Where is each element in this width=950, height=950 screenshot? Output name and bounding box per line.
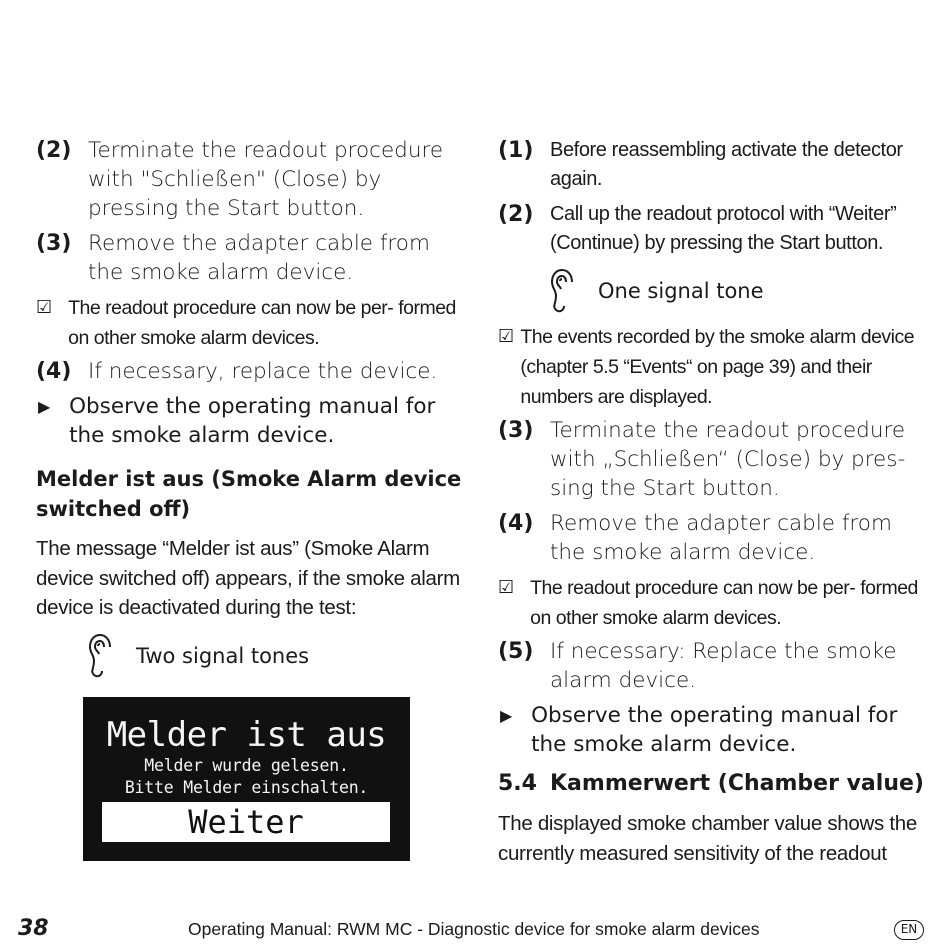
step-number: (2) bbox=[36, 138, 72, 163]
step-text: Remove the adapter cable from the smoke alarm device. bbox=[88, 231, 430, 285]
bullet-text: Observe the operating manual for the smoke alarm device. bbox=[69, 394, 436, 448]
signal-text: One signal tone bbox=[598, 279, 764, 303]
lcd-display bbox=[83, 697, 410, 861]
checkbox-icon: ☑ bbox=[36, 297, 53, 318]
section-heading bbox=[498, 769, 928, 799]
signal-indicator bbox=[88, 633, 466, 679]
ear-icon bbox=[550, 268, 578, 314]
instruction-bullet bbox=[498, 701, 928, 759]
arrow-bullet-icon: ▶ bbox=[38, 397, 51, 416]
footer-title: Operating Manual: RWM MC - Diagnostic device for smoke alarm devices bbox=[188, 919, 760, 939]
step-4 bbox=[36, 357, 466, 386]
bullet-text: Observe the operating manual for the smoke alarm device. bbox=[531, 703, 898, 757]
lcd-message-line: Melder wurde gelesen. bbox=[144, 756, 349, 775]
checkbox-icon: ☑ bbox=[498, 326, 515, 347]
step-number: (2) bbox=[498, 202, 534, 227]
step-1 bbox=[498, 136, 928, 194]
ear-icon bbox=[88, 633, 116, 679]
section-title: Kammerwert (Chamber value) bbox=[550, 771, 924, 796]
step-3 bbox=[498, 416, 928, 503]
result-note bbox=[36, 293, 466, 353]
signal-indicator bbox=[550, 268, 928, 314]
signal-text: Two signal tones bbox=[136, 643, 310, 668]
right-column bbox=[498, 136, 928, 868]
left-column bbox=[36, 136, 466, 687]
step-text: Terminate the readout procedure with „Schließen“ (Close) by pres- sing the Start button. bbox=[550, 418, 906, 501]
step-3 bbox=[36, 229, 466, 287]
result-text: The events recorded by the smoke alarm device (chapter 5.5 “Events“ on page 39) and their numbers are displayed. bbox=[520, 326, 915, 408]
step-4 bbox=[498, 509, 928, 567]
step-2 bbox=[498, 200, 928, 258]
page-number: 38 bbox=[18, 916, 49, 941]
step-number: (4) bbox=[498, 511, 534, 536]
step-text: Call up the readout protocol with “Weiter” (Continue) by pressing the Start button. bbox=[550, 203, 897, 254]
arrow-bullet-icon: ▶ bbox=[500, 706, 513, 725]
step-text: Before reassembling activate the detector again. bbox=[550, 139, 903, 190]
step-5 bbox=[498, 637, 928, 695]
subsection-heading: Melder ist aus (Smoke Alarm device switched off) bbox=[36, 467, 462, 521]
step-number: (4) bbox=[36, 359, 72, 384]
step-number: (5) bbox=[498, 639, 534, 664]
step-text: If necessary, replace the device. bbox=[88, 359, 438, 384]
lcd-continue-button: Weiter bbox=[102, 802, 390, 842]
result-text: The readout procedure can now be per- formed on other smoke alarm devices. bbox=[530, 577, 918, 629]
result-text: The readout procedure can now be per- formed on other smoke alarm devices. bbox=[68, 297, 456, 349]
step-number: (3) bbox=[498, 418, 534, 443]
step-2 bbox=[36, 136, 466, 223]
instruction-bullet bbox=[36, 392, 466, 450]
language-badge: EN bbox=[894, 920, 924, 940]
step-text: Remove the adapter cable from the smoke alarm device. bbox=[550, 511, 892, 565]
step-number: (3) bbox=[36, 231, 72, 256]
step-text: Terminate the readout procedure with "Schließen" (Close) by pressing the Start button. bbox=[88, 138, 444, 221]
step-text: If necessary: Replace the smoke alarm device. bbox=[550, 639, 897, 693]
result-note bbox=[498, 573, 928, 633]
checkbox-icon: ☑ bbox=[498, 577, 515, 598]
step-number: (1) bbox=[498, 138, 534, 163]
lcd-message-line: Bitte Melder einschalten. bbox=[124, 778, 369, 797]
body-paragraph: The message “Melder ist aus” (Smoke Alarm device switched off) appears, if the smoke alarm device is deactivated during the test: bbox=[36, 537, 460, 619]
section-number: 5.4 bbox=[498, 771, 537, 796]
result-note bbox=[498, 322, 928, 412]
lcd-title: Melder ist aus bbox=[106, 715, 387, 755]
body-paragraph: The displayed smoke chamber value shows the currently measured sensitivity of the readout bbox=[498, 812, 917, 865]
page-footer bbox=[0, 914, 950, 944]
